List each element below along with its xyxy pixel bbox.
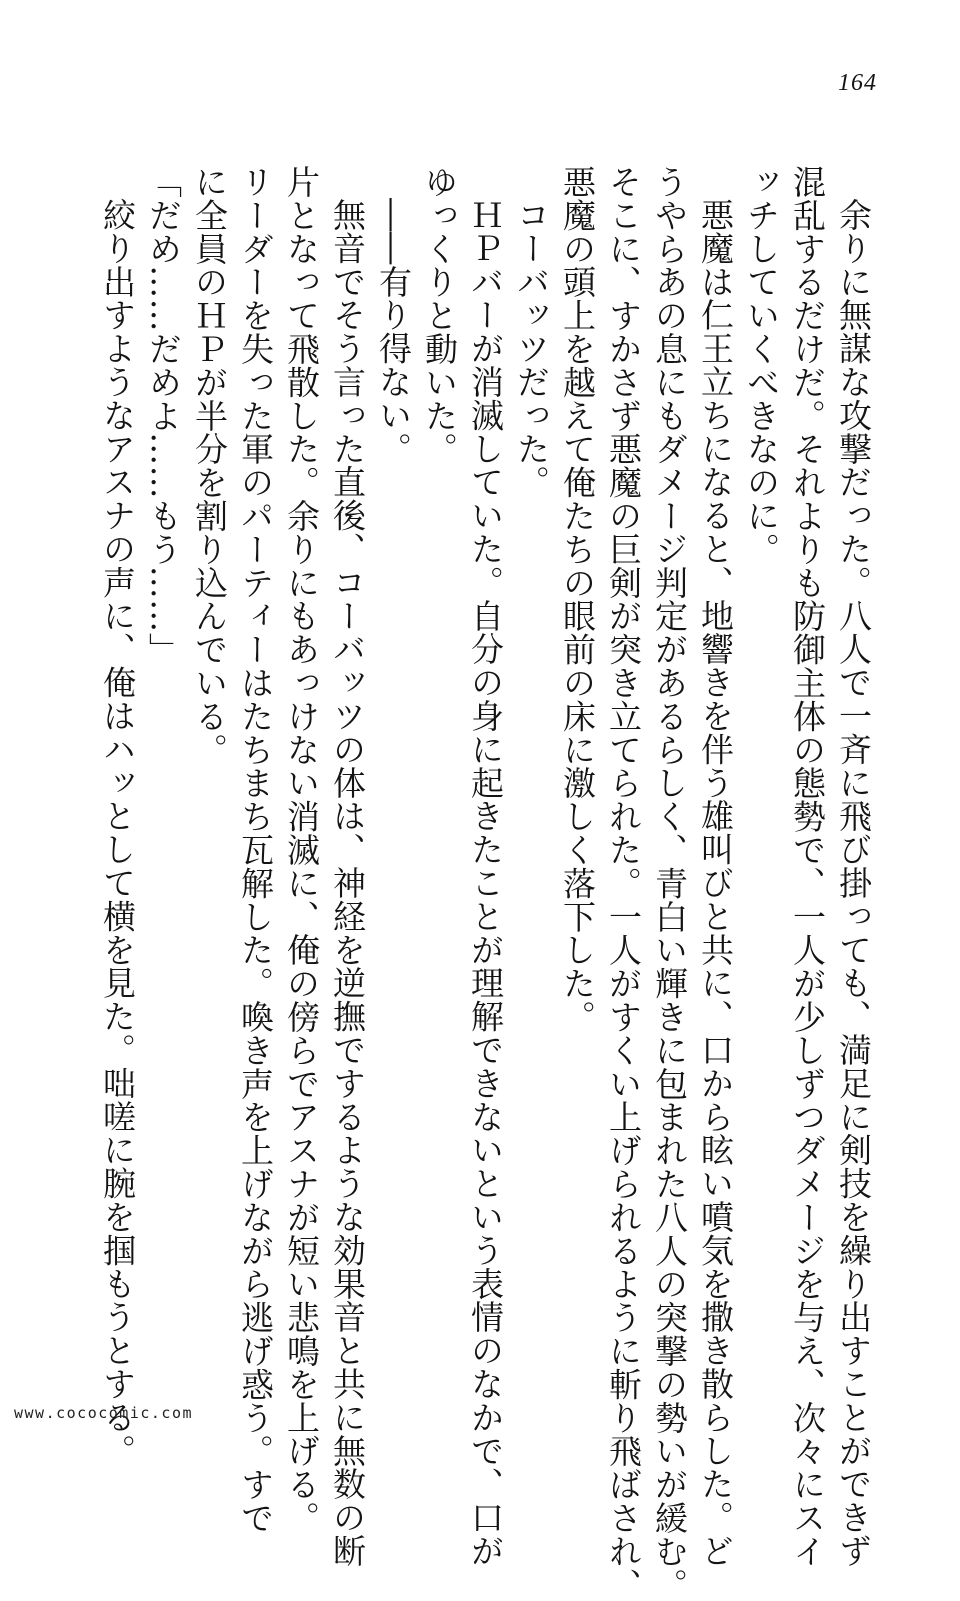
text-line: 片となって飛散した。余りにもあっけない消滅に、俺の傍らでアスナが短い悲鳴を上げる。: [282, 165, 321, 1535]
text-line: ゆっくりと動いた。: [420, 165, 459, 466]
text-line: 絞り出すようなアスナの声に、俺はハッとして横を見た。咄嗟に腕を掴もうとする。: [98, 198, 137, 1468]
text-line: ＨＰバーが消滅していた。自分の身に起きたことが理解できないという表情のなかで、口が: [466, 198, 505, 1568]
text-line: リーダーを失った軍のパーティーはたちまち瓦解した。喚き声を上げながら逃げ惑う。すで: [236, 165, 275, 1535]
text-line: に全員のＨＰが半分を割り込んでいる。: [190, 165, 229, 767]
text-line: そこに、すかさず悪魔の巨剣が突き立てられた。一人がすくい上げられるように斬り飛ばされ、: [604, 165, 643, 1601]
text-line: うやらあの息にもダメージ判定があるらしく、青白い輝きに包まれた八人の突撃の勢いが緩む。: [650, 165, 689, 1601]
text-line: ッチしていくべきなのに。: [742, 165, 781, 566]
text-line: 「だめ……だめよ……もう……」: [144, 165, 183, 666]
watermark: www.cococomic.com: [14, 1404, 194, 1422]
text-line: 余りに無謀な攻撃だった。八人で一斉に飛び掛っても、満足に剣技を繰り出すことができず: [834, 198, 873, 1568]
text-line: 悪魔は仁王立ちになると、地響きを伴う雄叫びと共に、口から眩い噴気を撒き散らした。ど: [696, 198, 735, 1568]
text-line: ――有り得ない。: [374, 198, 413, 466]
text-line: コーバッツだった。: [512, 198, 551, 499]
text-line: 悪魔の頭上を越えて俺たちの眼前の床に激しく落下した。: [558, 165, 597, 1034]
text-line: 無音でそう言った直後、コーバッツの体は、神経を逆撫でするような効果音と共に無数の断: [328, 198, 367, 1568]
text-line: 混乱するだけだ。それよりも防御主体の態勢で、一人が少しずつダメージを与え、次々にスイ: [788, 165, 827, 1568]
page-number: 164: [838, 70, 877, 96]
